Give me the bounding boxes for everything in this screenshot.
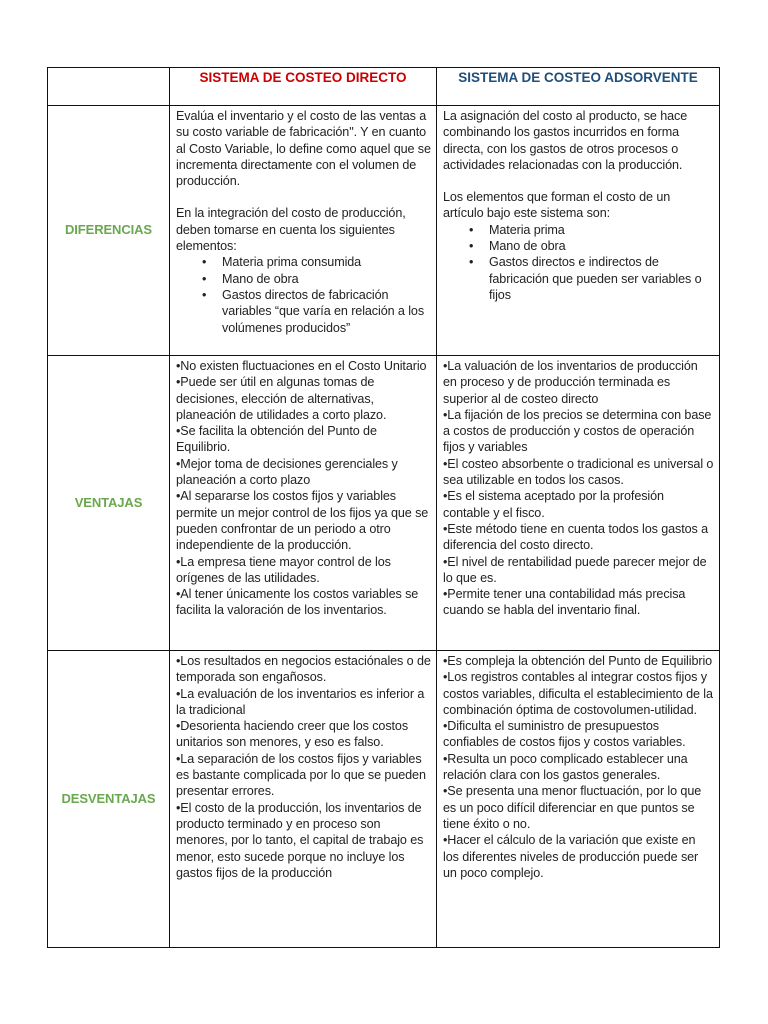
list-item [202,271,431,287]
row-label-desventajas: DESVENTAJAS [48,651,170,948]
comparison-table [47,67,720,948]
advantage-item: •Es el sistema aceptado por la profesión contable y el fisco. [443,489,664,520]
row-ventajas [48,356,720,651]
row-label-ventajas: VENTAJAS [48,356,170,651]
disadvantage-item: •Hacer el cálculo de la variación que existe en los diferentes niveles de producción puede ser un poco complejo. [443,833,699,880]
list-item-text: Gastos directos de fabricación variables “que varía en relación a los volúmenes producidos” [222,287,425,335]
advantage-item: •Mejor toma de decisiones gerenciales y planeación a corto plazo [176,456,398,488]
disadvantage-item: •Resulta un poco complicado establecer una relación clara con los gastos generales. [443,751,688,783]
bullet-icon: • [202,287,207,302]
list-item [469,254,714,303]
disadvantage-item: •Se presenta una menor fluctuación, por lo que es un poco difícil diferenciar en que puntos se tiene éxito o no. [443,784,702,831]
cell-ventajas-absorbente [437,356,720,651]
list-item [469,238,714,254]
bullet-icon: • [202,271,207,286]
advantage-item: •La valuación de los inventarios de producción en proceso y de producción terminada es superior al de costeo directo [443,359,698,406]
advantage-item: •Permite tener una contabilidad más precisa cuando se habla del inventario final. [443,587,686,618]
bullet-icon: • [469,255,474,270]
advantage-item: •La empresa tiene mayor control de los orígenes de las utilidades. [176,554,391,585]
advantage-item: •Puede ser útil en algunas tomas de decisiones, elección de alternativas, planeación de utilidades a corto plazo. [176,375,387,422]
cell-desventajas-directo [170,651,437,948]
paragraph: Los elementos que forman el costo de un artículo bajo este sistema son: [443,190,671,221]
row-label-diferencias: DIFERENCIAS [48,106,170,356]
disadvantage-item: •Dificulta el suministro de presupuestos confiables de costos fijos y costos variables. [443,719,686,750]
list-item-text: Gastos directos e indirectos de fabricación que pueden ser variables o fijos [489,255,702,302]
table-header-row [48,68,720,106]
advantage-item: •Se facilita la obtención del Punto de Equilibrio. [176,424,377,455]
row-desventajas [48,651,720,948]
list-item [202,287,431,336]
advantage-item: •Al tener únicamente los costos variables se facilita la valoración de los inventarios. [176,587,419,618]
list-item-text: Mano de obra [222,271,299,286]
paragraph: La asignación del costo al producto, se hace combinando los gastos incurridos en forma directa, con los gastos de otros procesos o actividades relacionadas con la producción. [443,109,688,172]
disadvantage-item: •Es compleja la obtención del Punto de Equilibrio [443,654,713,668]
disadvantage-item: •Los resultados en negocios estaciónales o de temporada son engañosos. [176,654,431,685]
header-empty-cell [48,68,170,106]
paragraph: Evalúa el inventario y el costo de las ventas a su costo variable de fabricación". Y en cuanto al Costo Variable, lo define como aquel que se incrementa directamente con el volumen de producción. [176,109,431,189]
bullet-icon: • [469,222,474,237]
list-item-text: Materia prima consumida [222,255,362,270]
cell-diferencias-directo [170,106,437,356]
header-direct-costing: SISTEMA DE COSTEO DIRECTO [170,68,437,106]
disadvantage-item: •La separación de los costos fijos y variables es bastante complicada por lo que se pueden presentar errores. [176,751,426,799]
advantage-item: •El nivel de rentabilidad puede parecer mejor de lo que es. [443,554,707,585]
advantage-item: •Este método tiene en cuenta todos los gastos a diferencia del costo directo. [443,521,709,553]
advantage-item: •El costeo absorbente o tradicional es universal o sea utilizable en todos los casos. [443,456,714,488]
bullet-icon: • [202,255,207,270]
disadvantage-item: •El costo de la producción, los inventarios de producto terminado y en proceso son menores, por lo tanto, el capital de trabajo es menor, esto sucede porque no incluye los gastos fijos de la producción [176,800,424,880]
disadvantage-item: •Desorienta haciendo creer que los costos unitarios son menores, y eso es falso. [176,719,409,750]
disadvantage-item: •Los registros contables al integrar costos fijos y costos variables, dificulta el establecimiento de la combinación óptima de costovolumen-utilidad. [443,670,713,717]
bullet-list [176,254,431,335]
list-item-text: Materia prima [489,222,565,237]
list-item-text: Mano de obra [489,239,566,254]
bullet-icon: • [469,239,474,254]
row-diferencias [48,106,720,356]
header-absorption-costing: SISTEMA DE COSTEO ADSORVENTE [437,68,720,106]
cell-diferencias-absorbente [437,106,720,356]
list-item [469,222,714,238]
cell-desventajas-absorbente [437,651,720,948]
advantage-item: •No existen fluctuaciones en el Costo Unitario [176,359,427,373]
advantage-item: •La fijación de los precios se determina con base a costos de producción y costos de operación fijos y variables [443,407,712,455]
bullet-list [443,222,714,303]
list-item [202,254,431,270]
advantage-item: •Al separarse los costos fijos y variables permite un mejor control de los fijos ya que se pueden confrontar de un periodo a otro independiente de la producción. [176,489,429,553]
disadvantage-item: •La evaluación de los inventarios es inferior a la tradicional [176,686,425,717]
paragraph: En la integración del costo de producción, deben tomarse en cuenta los siguientes elementos: [176,206,406,254]
cell-ventajas-directo [170,356,437,651]
